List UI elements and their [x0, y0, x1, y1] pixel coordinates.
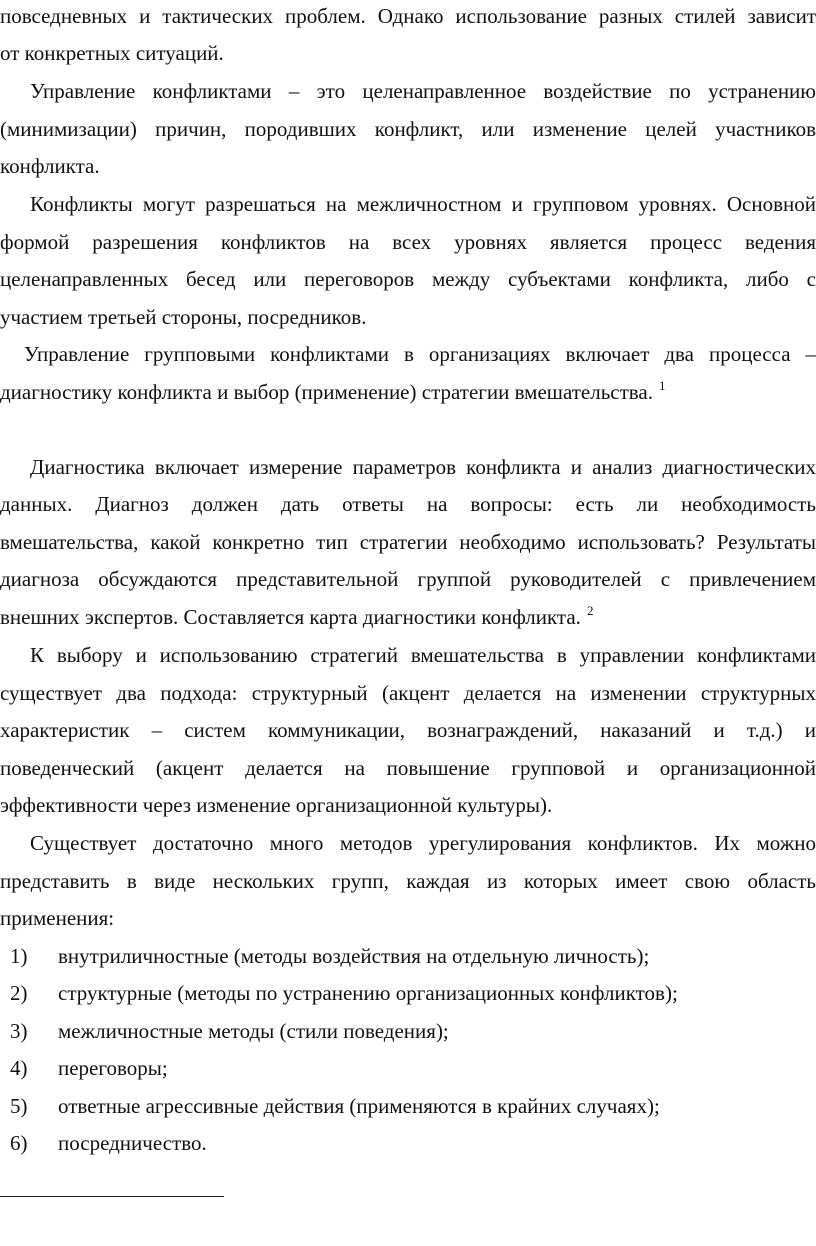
paragraph-text: диагностику конфликта и выбор (применение) стратегии вмешательства. — [0, 380, 653, 404]
paragraph-line: Существует достаточно много методов урегулирования конфликтов. Их можно — [30, 831, 816, 855]
paragraph-line: характеристик – систем коммуникации, вознаграждений, наказаний и т.д.) и — [0, 718, 816, 742]
paragraph-line: конфликта. — [0, 154, 100, 178]
paragraph-text: внешних экспертов. Составляется карта диагностики конфликта. — [0, 605, 581, 629]
list-text: переговоры; — [58, 1056, 168, 1080]
paragraph-line: представить в виде нескольких групп, каждая из которых имеет свою область — [0, 869, 816, 893]
paragraph-line: существует два подхода: структурный (акцент делается на изменении структурных — [0, 681, 816, 705]
list-number: 5) — [10, 1094, 28, 1118]
paragraph-line: целенаправленных бесед или переговоров между субъектами конфликта, либо с — [0, 267, 816, 291]
paragraph-line: К выбору и использованию стратегий вмешательства в управлении конфликтами — [30, 643, 816, 667]
list-number: 6) — [10, 1131, 28, 1155]
footnote-ref-2[interactable]: 2 — [586, 603, 594, 618]
paragraph-line: от конкретных ситуаций. — [0, 41, 224, 65]
paragraph-line: (минимизации) причин, породивших конфликт, или изменение целей участников — [0, 117, 816, 141]
paragraph-line: данных. Диагноз должен дать ответы на вопросы: есть ли необходимость — [0, 492, 816, 516]
list-number: 3) — [10, 1019, 28, 1043]
footnote-separator — [0, 1196, 224, 1197]
list-number: 4) — [10, 1056, 28, 1080]
paragraph-line: поведенческий (акцент делается на повышение групповой и организационной — [0, 756, 816, 780]
list-text: ответные агрессивные действия (применяются в крайних случаях); — [58, 1094, 660, 1118]
paragraph-line: Управление конфликтами – это целенаправленное воздействие по устранению — [30, 79, 816, 103]
paragraph-line: диагноза обсуждаются представительной группой руководителей с привлечением — [0, 567, 816, 591]
paragraph-line-with-footnote — [0, 605, 816, 629]
list-number: 1) — [10, 944, 28, 968]
paragraph-line: вмешательства, какой конкретно тип стратегии необходимо использовать? Результаты — [0, 530, 816, 554]
paragraph-line: применения: — [0, 906, 115, 930]
footnote-ref-1[interactable]: 1 — [659, 378, 666, 393]
paragraph-line: эффективности через изменение организационной культуры). — [0, 793, 553, 817]
paragraph-line: участием третьей стороны, посредников. — [0, 305, 367, 329]
paragraph-line-with-footnote — [0, 380, 816, 404]
list-text: структурные (методы по устранению организационных конфликтов); — [58, 981, 678, 1005]
paragraph-line: Управление групповыми конфликтами в организациях включает два процесса – — [24, 342, 816, 366]
paragraph-line: Диагностика включает измерение параметров конфликта и анализ диагностических — [30, 455, 816, 479]
list-text: посредничество. — [58, 1131, 207, 1155]
paragraph-line: повседневных и тактических проблем. Однако использование разных стилей зависит — [0, 4, 816, 28]
paragraph-line: формой разрешения конфликтов на всех уровнях является процесс ведения — [0, 230, 816, 254]
list-number: 2) — [10, 981, 28, 1005]
list-text: внутриличностные (методы воздействия на отдельную личность); — [58, 944, 650, 968]
list-text: межличностные методы (стили поведения); — [58, 1019, 449, 1043]
paragraph-line: Конфликты могут разрешаться на межличностном и групповом уровнях. Основной — [30, 192, 816, 216]
